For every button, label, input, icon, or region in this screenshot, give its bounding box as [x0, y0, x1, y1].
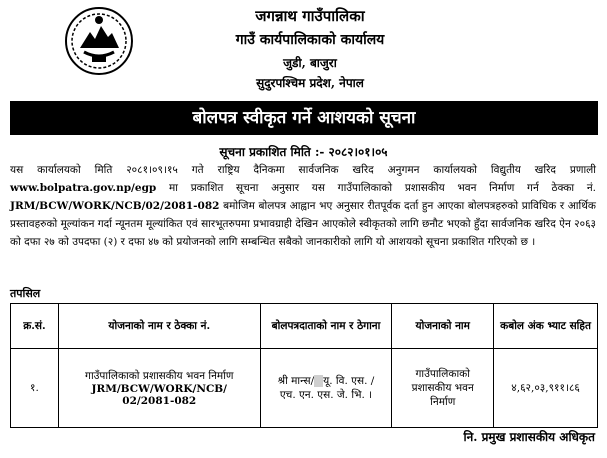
cell-bidder — [260, 349, 392, 428]
bidder-name-part1: यू. वि. एस. / — [323, 375, 375, 387]
municipality-name: जगन्नाथ गाउँपालिका — [255, 7, 365, 25]
schedule-label: तपसिल — [10, 287, 41, 300]
highlight-mark — [314, 375, 323, 387]
signatory-title: नि. प्रमुख प्रशासकीय अधिकृत — [463, 430, 595, 444]
project-line3: निर्माण — [430, 396, 456, 408]
col-project: योजनाको नाम — [392, 304, 494, 349]
notice-title-banner: बोलपत्र स्वीकृत गर्ने आशयको सूचना — [10, 101, 598, 135]
col-amount: कबोल अंक भ्याट सहित — [494, 304, 598, 349]
notice-body — [10, 161, 596, 251]
col-serial: क्र.सं. — [11, 304, 59, 349]
nepal-government-emblem-icon — [64, 6, 134, 76]
contract-number: JRM/BCW/WORK/NCB/02/2081-082 — [10, 200, 220, 212]
bidder-name-part2: एच. एन. एस. जे. भि. । — [279, 389, 373, 401]
cell-amount: ४,६२,०३,९११।८६ — [494, 349, 598, 428]
table-header-row — [11, 304, 598, 349]
body-text-2: मा प्रकाशित सूचना अनुसार यस गाउँपालिकाको प्रशासकीय भवन निर्माण गर्न ठेक्का नं. — [156, 182, 596, 194]
province-name: सुदुरपश्चिम प्रदेश, नेपाल — [256, 76, 364, 90]
table-row — [11, 349, 598, 428]
col-bidder: बोलपत्रदाताको नाम र ठेगाना — [260, 304, 392, 349]
cell-project — [392, 349, 494, 428]
office-location: जुडी, बाजुरा — [283, 56, 337, 70]
contract-no-line1: JRM/BCW/WORK/NCB/ — [91, 383, 228, 395]
letterhead — [0, 0, 607, 100]
cell-serial: १. — [11, 349, 59, 428]
bidder-prefix: श्री मान्स/ — [277, 375, 315, 387]
publish-date: सूचना प्रकाशित मिति :- २०८२।०१।०५ — [219, 145, 388, 159]
bid-details-table — [10, 303, 598, 428]
body-text-1: यस कार्यालयको मिति २०८१।०९।१५ गते राष्ट्रिय दैनिकमा सार्वजनिक खरिद अनुगमन कार्यालयको विद्युतीय खरिद प्रणाली — [10, 164, 596, 176]
body-text-3: बमोजिम बोलपत्र आह्वान भए अनुसार रीतपूर्वक दर्ता हुन आएका बोलपत्रहरुको प्राविधिक र आर्थिक प्रस्तावहरुको मूल्यांकन गर्दा न्यूनतम मूल्यांकित एवं सारभूतरुपमा प्रभावग्राही देखिन आएकोले स्वीकृतको लागि छनौट भएको हुँदा सार्वजनिक खरिद ऐन २०६३ को दफा २७ को उपदफा (२) र दफा ४७ को प्रयोजनको लागि सम्बन्धित सबैको जानकारीको लागि यो आशयको सूचना प्रकाशित गरिएको छ । — [10, 200, 596, 248]
project-line1: गाउँपालिकाको — [415, 368, 470, 380]
contract-no-line2: 02/2081-082 — [122, 395, 197, 407]
scheme-name: गाउँपालिकाको प्रशासकीय भवन निर्माण — [85, 370, 234, 382]
col-scheme-contract: योजनाको नाम र ठेक्का नं. — [58, 304, 260, 349]
cell-scheme-contract — [58, 349, 260, 428]
egp-url-link[interactable]: www.bolpatra.gov.np/egp — [10, 182, 157, 194]
project-line2: प्रशासकीय भवन — [411, 382, 474, 394]
office-name: गाउँ कार्यपालिकाको कार्यालय — [235, 32, 385, 48]
